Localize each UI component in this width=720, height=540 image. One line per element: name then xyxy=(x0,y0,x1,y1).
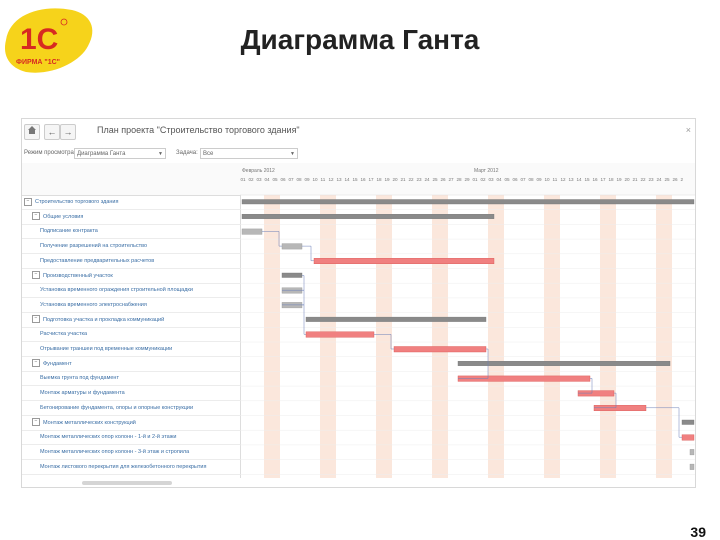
view-mode-label: Режим просмотра: xyxy=(24,150,76,156)
day-label: 07 xyxy=(288,177,294,182)
back-button[interactable]: ← xyxy=(44,124,60,140)
firm-1c-logo xyxy=(2,2,98,78)
day-label: 03 xyxy=(256,177,262,182)
task-bar[interactable] xyxy=(314,258,494,264)
dependency-link xyxy=(302,246,314,261)
day-label: 2 xyxy=(680,177,684,182)
dependency-link xyxy=(302,305,306,334)
tree-row[interactable] xyxy=(22,269,240,284)
task-name: Предоставление предварительных расчетов xyxy=(40,257,155,264)
expand-toggle-icon[interactable]: − xyxy=(32,359,40,367)
tree-row[interactable] xyxy=(22,195,240,210)
day-label: 20 xyxy=(624,177,630,182)
day-label: 09 xyxy=(304,177,310,182)
day-label: 06 xyxy=(512,177,518,182)
page-number: 39 xyxy=(690,524,706,540)
tree-row[interactable] xyxy=(22,430,240,445)
day-label: 02 xyxy=(480,177,486,182)
expand-toggle-icon[interactable]: − xyxy=(32,212,40,220)
tree-row[interactable] xyxy=(22,313,240,328)
day-label: 02 xyxy=(248,177,254,182)
tree-row[interactable] xyxy=(22,254,240,269)
home-button[interactable] xyxy=(24,124,40,140)
day-label: 20 xyxy=(392,177,398,182)
tree-row[interactable] xyxy=(22,445,240,460)
day-label: 17 xyxy=(600,177,606,182)
weekend-column xyxy=(600,195,608,478)
day-label: 26 xyxy=(672,177,678,182)
day-label: 01 xyxy=(240,177,246,182)
day-label: 19 xyxy=(616,177,622,182)
task-value: Все xyxy=(203,151,214,157)
chevron-down-icon: ▼ xyxy=(290,151,295,157)
day-label: 18 xyxy=(608,177,614,182)
day-label: 10 xyxy=(544,177,550,182)
task-name: Строительство торгового здания xyxy=(35,199,119,205)
task-bar[interactable] xyxy=(306,332,374,338)
weekend-column xyxy=(496,195,504,478)
day-label: 14 xyxy=(576,177,582,182)
day-label: 10 xyxy=(312,177,318,182)
forward-button[interactable]: → xyxy=(60,124,76,140)
day-label: 22 xyxy=(640,177,646,182)
day-label: 13 xyxy=(336,177,342,182)
day-label: 15 xyxy=(584,177,590,182)
month-label: Март 2012 xyxy=(474,168,499,174)
day-label: 05 xyxy=(504,177,510,182)
day-label: 01 xyxy=(472,177,478,182)
day-label: 15 xyxy=(352,177,358,182)
task-name: Установка временного ограждения строительной площадки xyxy=(40,287,193,294)
weekend-column xyxy=(664,195,672,478)
weekend-column xyxy=(264,195,272,478)
expand-toggle-icon[interactable]: − xyxy=(32,315,40,323)
tree-row[interactable] xyxy=(22,283,240,298)
view-mode-select[interactable] xyxy=(74,148,166,159)
expand-toggle-icon[interactable]: − xyxy=(32,418,40,426)
task-name: Выемка грунта под фундамент xyxy=(40,375,119,382)
tree-row[interactable] xyxy=(22,357,240,372)
task-tree xyxy=(22,163,241,478)
task-name: Получение разрешений на строительство xyxy=(40,243,148,250)
tree-row[interactable] xyxy=(22,371,240,386)
day-label: 08 xyxy=(296,177,302,182)
day-label: 11 xyxy=(320,177,326,182)
task-name: Подготовка участка и прокладка коммуникаций xyxy=(43,316,165,323)
close-button[interactable]: × xyxy=(685,125,691,135)
task-label: Задача: xyxy=(176,150,198,156)
day-label: 06 xyxy=(280,177,286,182)
day-label: 28 xyxy=(456,177,462,182)
window-title: План проекта "Строительство торгового здания" xyxy=(97,125,300,135)
day-label: 24 xyxy=(424,177,430,182)
day-label: 16 xyxy=(592,177,598,182)
weekend-column xyxy=(544,195,552,478)
day-label: 09 xyxy=(536,177,542,182)
task-name: Монтаж арматуры и фундамента xyxy=(40,390,125,397)
svg-text:1С: 1С xyxy=(20,23,59,56)
weekend-column xyxy=(656,195,664,478)
home-icon xyxy=(27,125,37,135)
day-label: 25 xyxy=(664,177,670,182)
task-name: Общие условия xyxy=(43,213,84,220)
summary-bar[interactable] xyxy=(282,273,302,278)
day-label: 13 xyxy=(568,177,574,182)
task-name: Установка временного электроснабжения xyxy=(40,301,147,308)
task-name: Монтаж металлических опор колонн - 3-й этаж и стропила xyxy=(40,448,190,455)
weekend-column xyxy=(440,195,448,478)
tree-row[interactable] xyxy=(22,298,240,313)
day-label: 26 xyxy=(440,177,446,182)
task-name: Расчистка участка xyxy=(40,331,88,338)
day-label: 21 xyxy=(632,177,638,182)
task-bar[interactable] xyxy=(682,435,694,441)
summary-bar[interactable] xyxy=(682,420,694,425)
summary-bar[interactable] xyxy=(242,214,494,219)
day-label: 25 xyxy=(432,177,438,182)
task-select[interactable] xyxy=(200,148,298,159)
slide-title: Диаграмма Ганта xyxy=(240,24,480,55)
day-label: 08 xyxy=(528,177,534,182)
day-label: 21 xyxy=(400,177,406,182)
day-label: 22 xyxy=(408,177,414,182)
day-label: 18 xyxy=(376,177,382,182)
day-label: 03 xyxy=(488,177,494,182)
tree-header xyxy=(22,163,240,196)
day-label: 23 xyxy=(416,177,422,182)
day-label: 07 xyxy=(520,177,526,182)
logo-caption: ФИРМА "1С" xyxy=(16,59,60,66)
task-name: Бетонирование фундамента, опоры и опорные конструкции xyxy=(40,404,194,411)
tree-row[interactable] xyxy=(22,327,240,342)
month-label: Февраль 2012 xyxy=(242,168,275,174)
day-label: 14 xyxy=(344,177,350,182)
day-label: 05 xyxy=(272,177,278,182)
task-name: Отрывание траншеи под временные коммуникации xyxy=(40,346,173,352)
task-bar[interactable] xyxy=(282,288,302,294)
task-name: Монтаж листового перекрытия для железобетонного перекрытия xyxy=(40,463,207,470)
view-mode-value: Диаграмма Ганта xyxy=(77,151,126,157)
task-name: Монтаж металлических опор колонн - 1-й и 2-й этажи xyxy=(40,434,177,441)
tree-row[interactable] xyxy=(22,239,240,254)
weekend-column xyxy=(376,195,384,478)
day-label: 12 xyxy=(328,177,334,182)
day-label: 29 xyxy=(464,177,470,182)
chevron-down-icon: ▼ xyxy=(158,151,163,157)
day-label: 04 xyxy=(264,177,270,182)
tree-row[interactable] xyxy=(22,224,240,239)
gantt-window xyxy=(21,118,696,488)
expand-toggle-icon[interactable]: − xyxy=(32,271,40,279)
task-bar[interactable] xyxy=(242,229,262,235)
tree-row[interactable] xyxy=(22,460,240,475)
tree-row[interactable] xyxy=(22,342,240,357)
day-label: 17 xyxy=(368,177,374,182)
tree-row[interactable] xyxy=(22,210,240,225)
day-label: 27 xyxy=(448,177,454,182)
summary-bar[interactable] xyxy=(306,317,486,322)
summary-bar[interactable] xyxy=(242,200,694,205)
task-name: Монтаж металлических конструкций xyxy=(43,419,136,426)
day-label: 23 xyxy=(648,177,654,182)
task-name: Производственный участок xyxy=(43,272,113,279)
day-label: 12 xyxy=(560,177,566,182)
weekend-column xyxy=(432,195,440,478)
day-label: 04 xyxy=(496,177,502,182)
gantt-grid xyxy=(22,163,695,478)
task-bar[interactable] xyxy=(282,244,302,250)
day-label: 24 xyxy=(656,177,662,182)
tree-row[interactable] xyxy=(22,386,240,401)
weekend-column xyxy=(552,195,560,478)
expand-toggle-icon[interactable]: − xyxy=(24,198,32,206)
weekend-column xyxy=(608,195,616,478)
summary-bar[interactable] xyxy=(458,361,670,366)
task-name: Фундамент xyxy=(43,360,72,367)
weekend-column xyxy=(488,195,496,478)
window-toolbar xyxy=(22,119,695,145)
task-bar[interactable] xyxy=(394,347,486,353)
day-label: 11 xyxy=(552,177,558,182)
horizontal-scrollbar[interactable] xyxy=(82,481,172,485)
filter-row xyxy=(22,147,695,163)
tree-row[interactable] xyxy=(22,401,240,416)
task-name: Подписание контракта xyxy=(40,228,98,235)
task-bar[interactable] xyxy=(690,464,694,470)
task-bar[interactable] xyxy=(690,449,694,455)
gantt-chart xyxy=(240,163,695,478)
tree-row[interactable] xyxy=(22,416,240,431)
day-label: 19 xyxy=(384,177,390,182)
day-label: 16 xyxy=(360,177,366,182)
